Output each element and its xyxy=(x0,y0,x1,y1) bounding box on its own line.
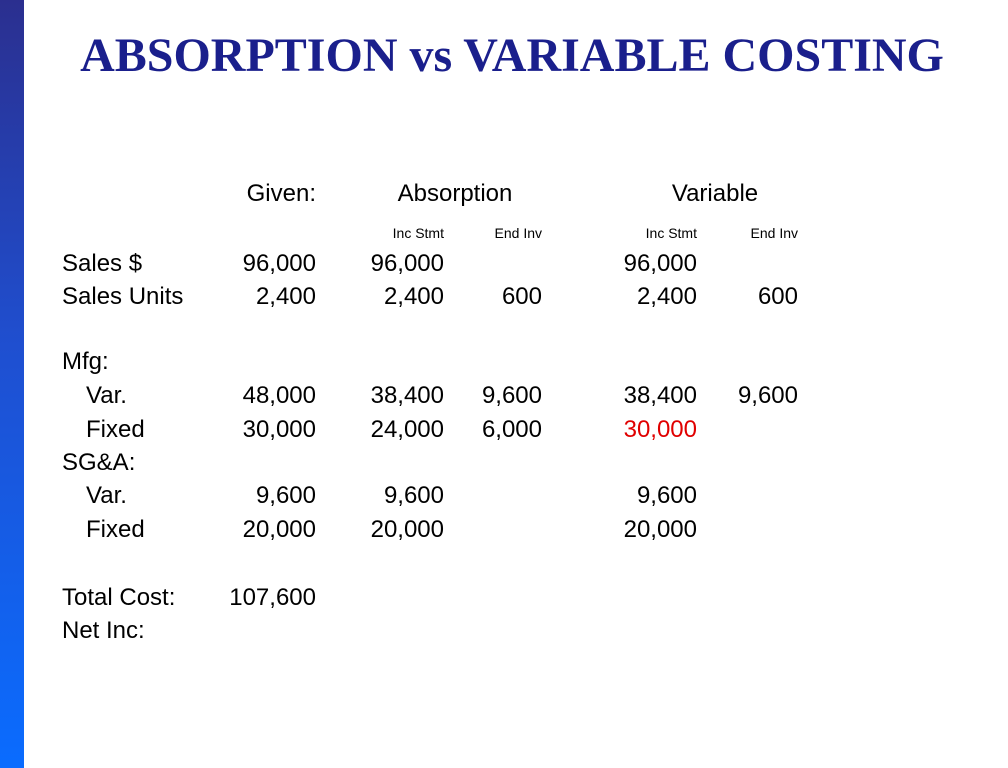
row-label-sales-dollars: Sales $ xyxy=(62,250,143,277)
mfg-fixed-given: 30,000 xyxy=(242,416,316,443)
sga-var-var-inc: 9,600 xyxy=(636,482,697,509)
sales-dollars-given: 96,000 xyxy=(242,250,316,277)
sales-units-var-end: 600 xyxy=(757,283,798,310)
header-variable: Variable xyxy=(671,180,759,207)
row-label-sales-units: Sales Units xyxy=(62,283,184,310)
mfg-fixed-abs-inc: 24,000 xyxy=(370,416,444,443)
mfg-var-var-end: 9,600 xyxy=(737,382,798,409)
sales-dollars-abs-inc: 96,000 xyxy=(370,250,444,277)
sga-fixed-given: 20,000 xyxy=(242,516,316,543)
header-given: Given: xyxy=(246,180,316,207)
side-accent-bar xyxy=(0,0,24,768)
sga-var-abs-inc: 9,600 xyxy=(383,482,444,509)
slide-title: ABSORPTION vs VARIABLE COSTING xyxy=(80,29,944,82)
subheader-variable-inc-stmt: Inc Stmt xyxy=(645,225,697,241)
subheader-absorption-end-inv: End Inv xyxy=(494,225,542,241)
sales-units-abs-end: 600 xyxy=(501,283,542,310)
sales-units-var-inc: 2,400 xyxy=(636,283,697,310)
row-label-sga: SG&A: xyxy=(62,449,136,476)
mfg-var-given: 48,000 xyxy=(242,382,316,409)
mfg-fixed-var-inc: 30,000 xyxy=(623,416,697,443)
header-absorption: Absorption xyxy=(397,180,513,207)
sales-units-abs-inc: 2,400 xyxy=(383,283,444,310)
mfg-var-var-inc: 38,400 xyxy=(623,382,697,409)
sga-var-given: 9,600 xyxy=(255,482,316,509)
row-label-sga-var: Var. xyxy=(86,482,127,509)
row-label-sga-fixed: Fixed xyxy=(86,516,145,543)
row-label-mfg-fixed: Fixed xyxy=(86,416,145,443)
mfg-var-abs-end: 9,600 xyxy=(481,382,542,409)
sga-fixed-var-inc: 20,000 xyxy=(623,516,697,543)
row-label-mfg: Mfg: xyxy=(62,348,109,375)
row-label-mfg-var: Var. xyxy=(86,382,127,409)
sales-dollars-var-inc: 96,000 xyxy=(623,250,697,277)
subheader-absorption-inc-stmt: Inc Stmt xyxy=(392,225,444,241)
row-label-total-cost: Total Cost: xyxy=(62,584,176,611)
mfg-var-abs-inc: 38,400 xyxy=(370,382,444,409)
total-cost-given: 107,600 xyxy=(229,584,316,611)
subheader-variable-end-inv: End Inv xyxy=(750,225,798,241)
mfg-fixed-abs-end: 6,000 xyxy=(481,416,542,443)
row-label-net-inc: Net Inc: xyxy=(62,617,145,644)
sales-units-given: 2,400 xyxy=(255,283,316,310)
sga-fixed-abs-inc: 20,000 xyxy=(370,516,444,543)
